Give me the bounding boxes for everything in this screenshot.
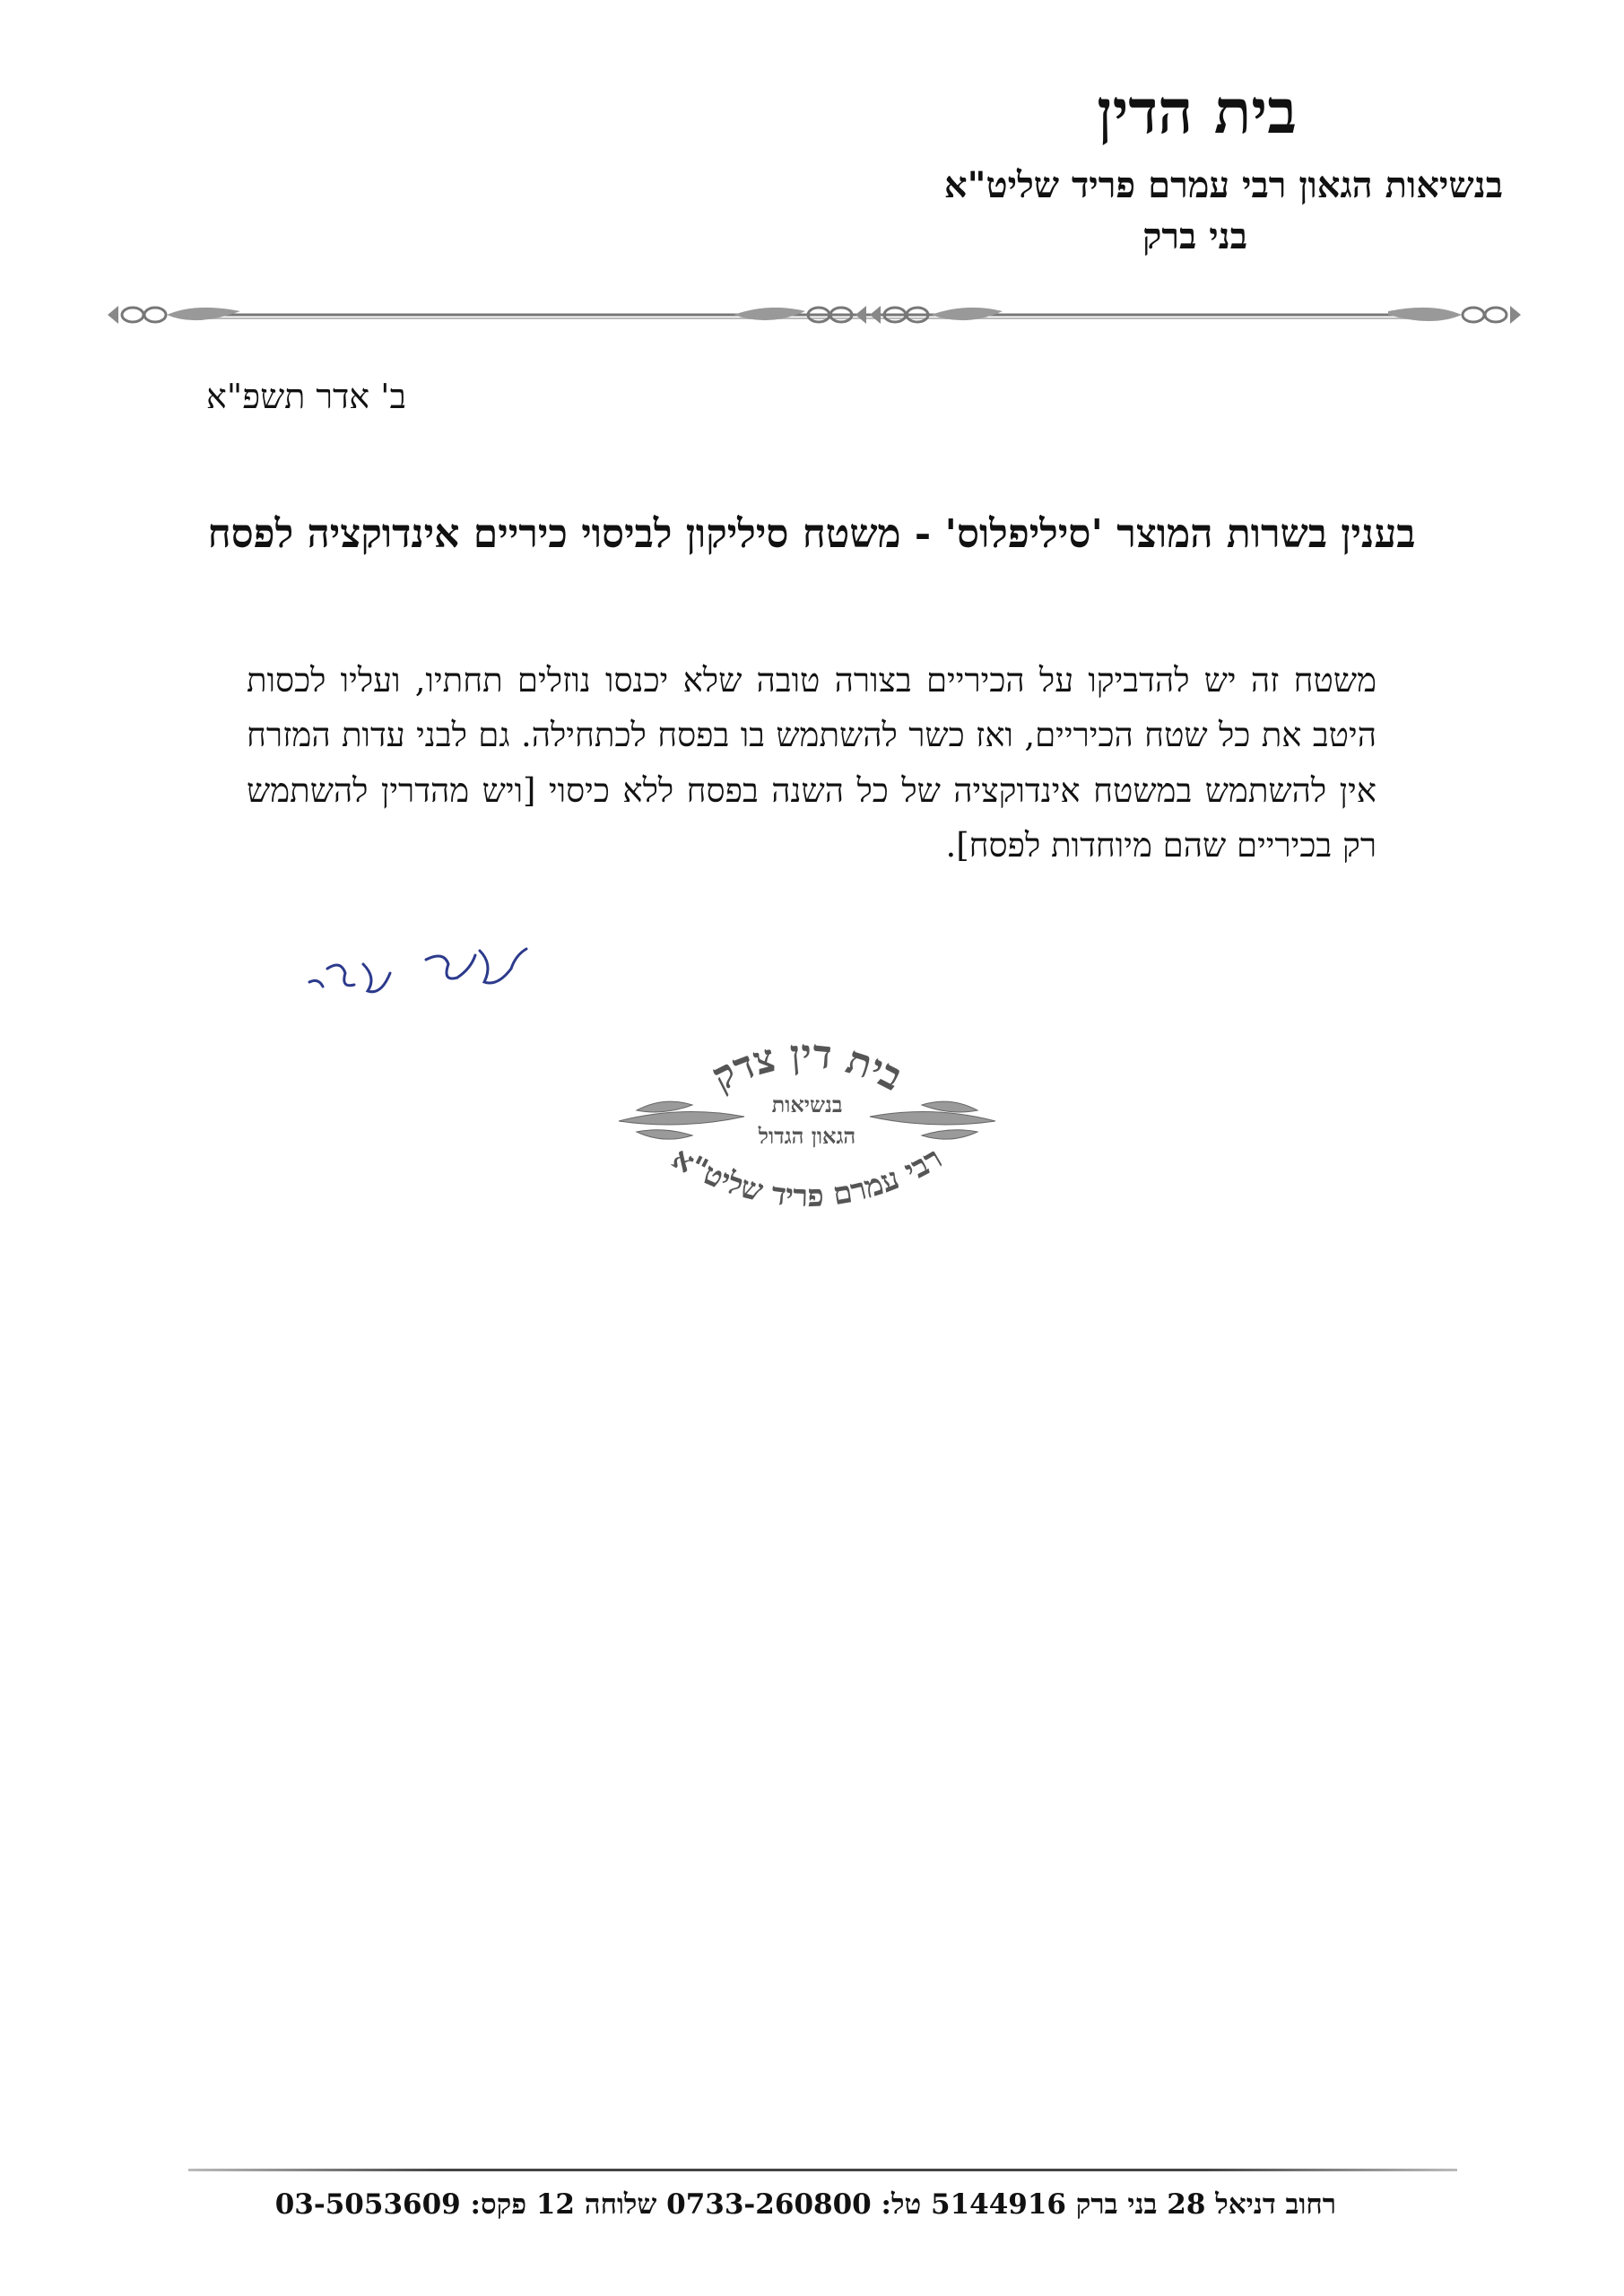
- letterhead-subtitle: בנשיאות הגאון רבי עמרם פריד שליט"א: [943, 164, 1503, 206]
- handwritten-signature: [291, 933, 543, 1013]
- footer-divider: [188, 2169, 1457, 2171]
- ornamental-divider: [106, 299, 1523, 331]
- letterhead-city: בני ברק: [1142, 215, 1247, 257]
- court-stamp: [610, 996, 1004, 1256]
- subject-heading: בענין בשרות המוצר 'סיליפלוס' - משטח סיליקון לביסוי כיריים אינדוקציה לפסח: [207, 511, 1416, 557]
- footer-contact: רחוב דניאל 28 בני ברק 5144916 טל: 0733-260800 שלוחה 12 פקס: 03-5053609: [274, 2188, 1336, 2221]
- body-paragraph: משטח זה יש להדביקו על הכיריים בצורה טובה שלא יכנסו נוזלים תחתיו, ועליו לכסות היטב את כל שטח הכיריים, ואז כשר להשתמש בו בפסח לכתחילה. גם לבני עדות המזרח אין להשתמש במשטח אינדוקציה של כל השנה בפסח ללא כיסוי [ויש מהדרין להשתמש רק בכיריים שהם מיוחדות לפסח].: [247, 661, 1376, 865]
- stamp-bottom-text: רבי עמרם פריד שליט"א: [665, 1140, 949, 1215]
- svg-text:רבי עמרם פריד שליט"א: [665, 1140, 948, 1214]
- stamp-line1: בנשיאות: [771, 1091, 843, 1118]
- stamp-top-text: בית דין צדק: [704, 1031, 910, 1100]
- document-date: ב' אדר תשפ"א: [206, 377, 406, 416]
- stamp-line2: הגאון הגדול: [758, 1123, 856, 1149]
- svg-text:בית דין צדק: [705, 1031, 910, 1100]
- letterhead-title: בית הדין: [1097, 76, 1297, 148]
